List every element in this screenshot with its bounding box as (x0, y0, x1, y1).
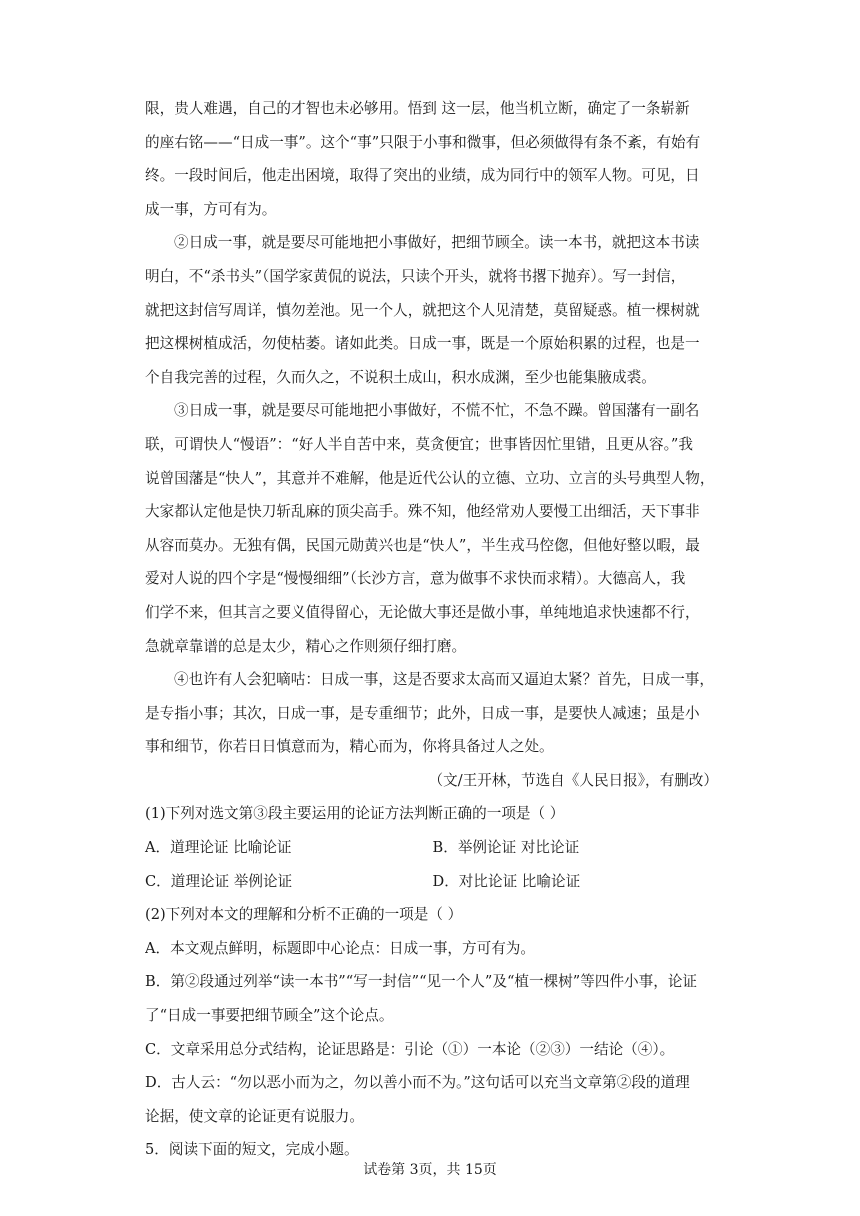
text-line: 从容而莫办。无独有偶，民国元勋黄兴也是“快人”，半生戎马倥偬，但他好整以暇，最 (145, 536, 700, 554)
option-a[interactable]: A．本文观点鲜明，标题即中心论点：日成一事，方可有为。 (145, 939, 535, 957)
option-d-line: D．古人云：“勿以恶小而为之，勿以善小而不为。”这句话可以充当文章第②段的道理 (145, 1074, 690, 1092)
paragraph-3 (145, 394, 720, 663)
text-line: 的座右铭——“日成一事”。这个“事”只限于小事和微事，但必须做得有条不紊，有始有 (145, 133, 701, 151)
option-a[interactable]: A．道理论证 比喻论证 (145, 839, 292, 857)
text-line: 成一事，方可有为。 (145, 200, 277, 218)
text-line: 事和细节，你若日日慎意而为，精心而为，你将具备过人之处。 (145, 738, 554, 756)
page-content (145, 92, 720, 1167)
text-line: 说曾国藩是“快人”，其意并不难解，他是近代公认的立德、立功、立言的头号典型人物， (145, 469, 715, 487)
text-line: 爱对人说的四个字是“慢慢细细”（长沙方言，意为做事不求快而求精）。大德高人，我 (145, 570, 686, 588)
text-line: 终。一段时间后，他走出困境，取得了突出的业绩，成为同行中的领军人物。可见，日 (145, 167, 700, 185)
question-stem: (2)下列对本文的理解和分析不正确的一项是（ ） (145, 906, 463, 924)
paragraph-4 (145, 663, 720, 764)
text-line: 把这棵树植成活，勿使枯萎。诸如此类。日成一事，既是一个原始积累的过程，也是一 (145, 335, 700, 353)
text-line: 明白，不“杀书头”（国学家黄侃的说法，只读个开头，就将书撂下抛弃）。写一封信， (145, 267, 686, 285)
text-line: ③日成一事，就是要尽可能地把小事做好，不慌不忙，不急不躁。曾国藩有一副名 (174, 402, 700, 420)
text-line: 急就章靠谱的总是太少，精心之作则须仔细打磨。 (145, 637, 467, 655)
option-row (145, 865, 720, 899)
text-line: 联，可谓快人“慢语”：“好人半自苦中来，莫贪便宜；世事皆因忙里错，且更从容。”我 (145, 435, 693, 453)
option-b[interactable] (145, 965, 720, 1032)
text-line: 是专指小事；其次，日成一事，是专重细节；此外，日成一事，是要快人减速；虽是小 (145, 704, 700, 722)
text-line: 大家都认定他是快刀斩乱麻的顶尖高手。殊不知，他经常劝人要慢工出细活，天下事非 (145, 503, 700, 521)
article-source: （文/王开林，节选自《人民日报》，有删改） (428, 771, 718, 789)
text-line: 个自我完善的过程，久而久之，不说积土成山，积水成渊，至少也能集腋成裘。 (145, 368, 656, 386)
option-d[interactable]: D．对比论证 比喻论证 (432, 872, 581, 890)
text-line: ②日成一事，就是要尽可能地把小事做好，把细节顾全。读一本书，就把这本书读 (174, 234, 700, 252)
option-b-line: 了“日成一事要把细节顾全”这个论点。 (145, 1007, 394, 1025)
question-1 (145, 797, 720, 898)
option-b[interactable]: B．举例论证 对比论证 (432, 839, 580, 857)
option-d[interactable] (145, 1066, 720, 1133)
question-2 (145, 898, 720, 1133)
option-c[interactable]: C．文章采用总分式结构，论证思路是：引论（①）一本论（②③）一结论（④）。 (145, 1040, 675, 1058)
paragraph-1-continued (145, 92, 720, 226)
option-row (145, 831, 720, 865)
option-b-line: B．第②段通过列举“读一本书”“写一封信”“见一个人”及“植一棵树”等四件小事，论证 (145, 973, 698, 991)
option-c[interactable]: C．道理论证 举例论证 (145, 872, 293, 890)
option-d-line: 论据，使文章的论证更有说服力。 (145, 1107, 364, 1125)
text-line: 限，贵人难遇，自己的才智也未必够用。悟到 这一层，他当机立断，确定了一条崭新 (145, 100, 690, 117)
paragraph-2 (145, 226, 720, 394)
text-line: 就把这封信写周详，慎勿差池。见一个人，就把这个人见清楚，莫留疑惑。植一棵树就 (145, 301, 700, 319)
question-stem: (1)下列对选文第③段主要运用的论证方法判断正确的一项是（ ） (145, 805, 565, 823)
question-5-heading: 5．阅读下面的短文，完成小题。 (145, 1141, 359, 1159)
page-footer: 试卷第 3页，共 15页 (363, 1162, 497, 1178)
text-line: 们学不来，但其言之要义值得留心，无论做大事还是做小事，单纯地追求快速都不行， (145, 603, 700, 621)
text-line: ④也许有人会犯嘀咕：日成一事，这是否要求太高而又逼迫太紧？首先，日成一事， (174, 671, 714, 689)
